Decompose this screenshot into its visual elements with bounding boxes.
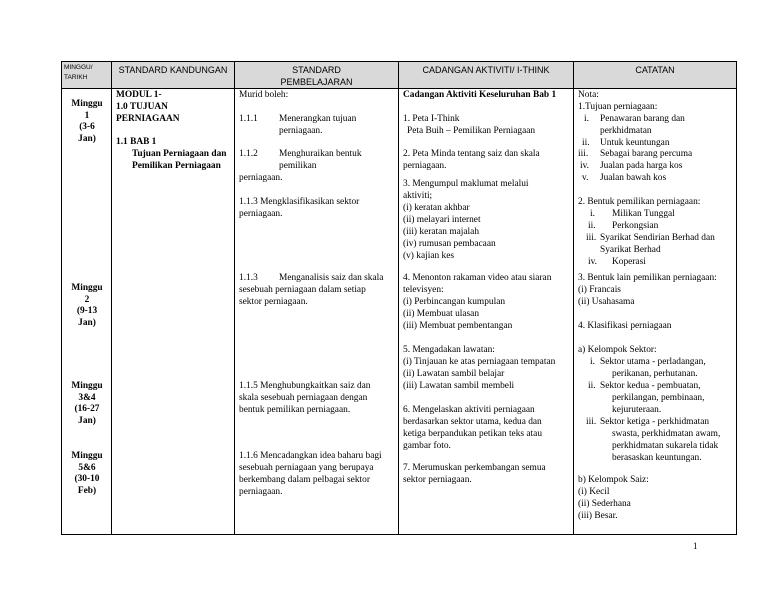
week-line: 1 <box>84 110 90 121</box>
week-2 <box>62 283 112 329</box>
activity-line: (i) Tinjauan ke atas perniagaan tempatan <box>403 357 556 367</box>
note-line: kejuruteraan. <box>612 405 662 415</box>
note-line: (ii) Sederhana <box>578 499 631 509</box>
week-line: 2 <box>84 294 90 305</box>
note-number: iv. <box>580 161 590 171</box>
note-line: berasaskan keuntungan. <box>612 453 702 463</box>
note-number: iv. <box>588 257 598 267</box>
topic-line: 1.0 TUJUAN <box>116 102 168 112</box>
standard-text: 1.1.6 Mencadangkan idea baharu bagi <box>239 451 382 461</box>
week-line: Minggu <box>71 99 103 109</box>
standard-text: perniagaan. <box>239 487 283 497</box>
note-line: Syarikat Sendirian Berhad dan <box>600 233 715 243</box>
activity-line: (v) kajian kes <box>403 251 455 261</box>
header-content-standard-label: STANDARD KANDUNGAN <box>118 65 228 75</box>
standard-text: skala sesebuah perniagaan dengan <box>239 393 368 403</box>
activity-line: (iii) keratan majalah <box>403 227 480 237</box>
note-line: Sektor kedua - pembuatan, <box>600 381 701 391</box>
activity-line: ketiga berpandukan petikan teks atau <box>403 429 543 439</box>
activity-line: gambar foto. <box>403 441 451 451</box>
header-notes <box>574 62 737 89</box>
standard-text: 1.1.5 Menghubungkaitkan saiz dan <box>239 381 371 391</box>
week-line: Jan) <box>78 133 96 144</box>
activity-line: (ii) melayari internet <box>403 215 481 225</box>
standard-number: 1.1.1 <box>239 114 258 124</box>
week-line: Minggu <box>71 283 103 293</box>
week-line: (9-13 <box>76 306 98 317</box>
activities-column <box>399 89 574 535</box>
activity-line: (ii) Membuat ulasan <box>403 309 480 319</box>
note-line: Nota: <box>578 90 599 100</box>
week-line: Minggu <box>71 381 103 391</box>
standard-text: pemilikan <box>279 161 317 171</box>
activity-line: (ii) Lawatan sambil belajar <box>403 369 505 379</box>
week-5-6 <box>62 451 112 497</box>
activity-line: berdasarkan sektor utama, kedua dan <box>403 417 542 427</box>
note-line: 1.Tujuan perniagaan: <box>578 102 658 112</box>
header-activities <box>399 62 574 89</box>
notes-column <box>574 89 737 535</box>
body-row <box>62 89 737 535</box>
note-number: i. <box>590 357 595 367</box>
note-line: perkhidmatan <box>600 126 652 136</box>
note-line: b) Kelompok Saiz: <box>578 475 649 485</box>
standard-text: sesebuah perniagaan yang berupaya <box>239 463 374 473</box>
note-line: Jualan pada harga kos <box>600 161 683 171</box>
header-week-line: TARIKH <box>64 74 88 81</box>
note-number: ii. <box>582 138 590 148</box>
standard-text: perniagaan. <box>239 209 283 219</box>
note-number: iii. <box>586 233 597 243</box>
note-line: Koperasi <box>612 257 646 267</box>
activity-line: 3. Mengumpul maklumat melalui <box>403 179 529 189</box>
note-number: i. <box>590 209 595 219</box>
standard-text: sektor perniagaan. <box>239 297 308 307</box>
header-notes-label: CATATAN <box>635 65 675 75</box>
note-line: Jualan bawah kos <box>600 173 667 183</box>
note-line: Sebagai barang percuma <box>600 149 693 159</box>
note-line: Untuk keuntungan <box>600 138 670 148</box>
note-line: Sektor ketiga - perkhidmatan <box>600 417 710 427</box>
note-number: iii. <box>578 149 589 159</box>
standard-text: sesebuah perniagaan dalam setiap <box>239 285 366 295</box>
week-line: Jan) <box>78 317 96 328</box>
note-line: 3. Bentuk lain pemilikan perniagaan: <box>578 273 717 283</box>
activity-line: televisyen: <box>403 285 444 295</box>
header-activities-label: CADANGAN AKTIVITI/ I-THINK <box>422 65 550 75</box>
learning-standard-column <box>235 89 399 535</box>
activity-line: (i) keratan akhbar <box>403 203 470 213</box>
activity-line: 1. Peta I-Think <box>403 114 460 124</box>
page-number: 1 <box>693 541 698 551</box>
note-number: ii. <box>588 381 596 391</box>
topic-line: PERNIAGAAN <box>116 114 180 124</box>
header-learning-line: PEMBELAJARAN <box>280 77 353 87</box>
activity-line: 4. Menonton rakaman video atau siaran <box>403 273 552 283</box>
standard-text: Menganalisis saiz dan skala <box>279 273 384 283</box>
subtopic-line: Tujuan Perniagaan dan <box>132 149 227 159</box>
learning-intro: Murid boleh: <box>239 90 289 100</box>
standard-number: 1.1.3 <box>239 273 258 283</box>
activities-title: Cadangan Aktiviti Keseluruhan Bab 1 <box>403 90 557 100</box>
standard-text: 1.1.3 Mengklasifikasikan sektor <box>239 197 360 207</box>
week-line: (16-27 <box>74 404 100 415</box>
note-line: (i) Kecil <box>578 487 610 497</box>
week-1 <box>62 99 112 145</box>
standard-text: perniagaan. <box>239 173 283 183</box>
note-line: perkhidmatan sukarela tidak <box>612 441 719 451</box>
week-line: 3&4 <box>78 392 96 403</box>
week-line: (3-6 <box>79 122 95 133</box>
header-content-standard <box>112 62 235 89</box>
note-line: Penawaran barang dan <box>600 114 685 124</box>
module-label: MODUL 1- <box>116 90 162 100</box>
week-line: 5&6 <box>78 462 96 473</box>
activity-line: 2. Peta Minda tentang saiz dan skala <box>403 149 540 159</box>
week-line: Minggu <box>71 451 103 461</box>
note-number: iii. <box>586 417 597 427</box>
note-line: (ii) Usahasama <box>578 297 635 307</box>
activity-line: sektor perniagaan. <box>403 475 472 485</box>
note-line: Perkongsian <box>612 221 659 231</box>
note-line: Milikan Tunggal <box>612 209 675 219</box>
header-week-line: MINGGU/ <box>64 64 93 71</box>
subtopic-line: Pemilikan Perniagaan <box>132 161 221 171</box>
lesson-plan-table <box>61 61 737 535</box>
note-line: Sektor utama - perladangan, <box>600 357 706 367</box>
activity-line: (iv) rumusan pembacaan <box>403 239 496 249</box>
standard-text: perniagaan. <box>279 126 323 136</box>
note-line: (iii) Besar. <box>578 511 618 521</box>
standard-text: Menerangkan tujuan <box>279 114 357 124</box>
note-line: (i) Francais <box>578 285 621 295</box>
week-line: Jan) <box>78 415 96 426</box>
note-line: Syarikat Berhad <box>600 245 661 255</box>
activity-line: Peta Buih – Pemilikan Perniagaan <box>407 126 536 136</box>
week-line: (30-10 <box>74 474 100 485</box>
header-learning-line: STANDARD <box>292 65 341 75</box>
activity-line: perniagaan. <box>403 161 447 171</box>
note-line: a) Kelompok Sektor: <box>578 345 657 355</box>
activity-line: 7. Merumuskan perkembangan semua <box>403 463 546 473</box>
note-line: 2. Bentuk pemilikan perniagaan: <box>578 197 701 207</box>
activity-line: 5. Mengadakan lawatan: <box>403 345 495 355</box>
note-line: perikanan, perhutanan. <box>612 369 698 379</box>
activity-line: 6. Mengelaskan aktiviti perniagaan <box>403 405 535 415</box>
note-number: v. <box>582 173 589 183</box>
standard-text: Menghuraikan bentuk <box>279 149 362 159</box>
standard-text: berkembang dalam pelbagai sektor <box>239 475 370 485</box>
activity-line: (iii) Lawatan sambil membeli <box>403 381 515 391</box>
activity-line: (iii) Membuat pembentangan <box>403 321 513 331</box>
activity-line: (i) Perbincangan kumpulan <box>403 297 506 307</box>
note-line: 4. Klasifikasi perniagaan <box>578 321 672 331</box>
week-column <box>62 89 112 535</box>
note-line: swasta, perkhidmatan awam, <box>612 429 721 439</box>
standard-number: 1.1.2 <box>239 149 258 159</box>
header-week <box>62 62 112 89</box>
content-standard-column <box>112 89 235 535</box>
note-number: i. <box>584 114 589 124</box>
note-number: ii. <box>588 221 596 231</box>
standard-text: bentuk pemilikan perniagaan. <box>239 405 351 415</box>
week-3-4 <box>62 381 112 427</box>
activity-line: aktiviti; <box>403 191 433 201</box>
week-line: Feb) <box>77 485 97 496</box>
header-row <box>62 62 737 89</box>
note-line: perkilangan, pembinaan, <box>612 393 705 403</box>
header-learning-standard <box>235 62 399 89</box>
subtopic-number: 1.1 BAB 1 <box>116 137 157 147</box>
